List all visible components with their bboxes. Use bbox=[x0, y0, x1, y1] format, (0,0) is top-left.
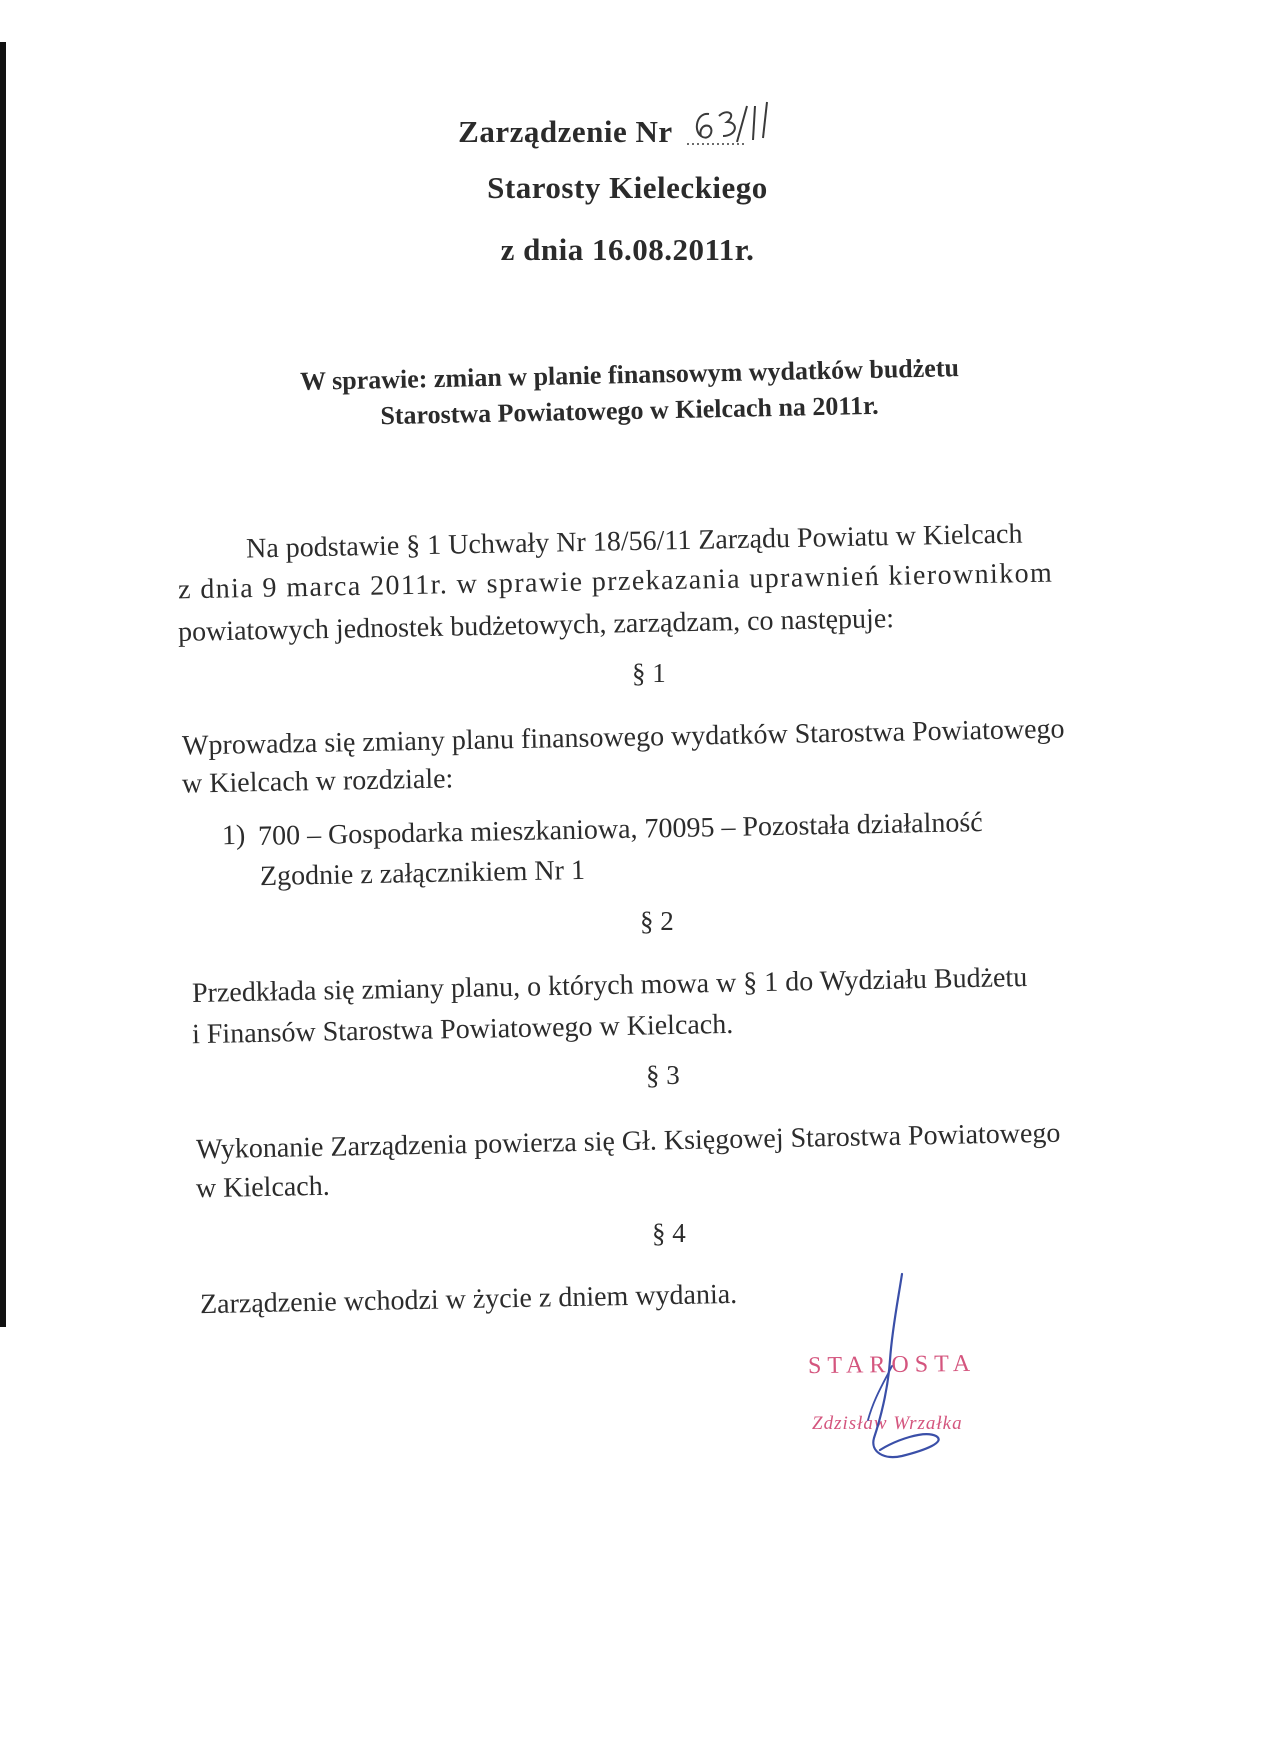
section-1-line-2: w Kielcach w rozdziale: bbox=[181, 763, 454, 800]
section-1-item-note: Zgodnie z załącznikiem Nr 1 bbox=[259, 854, 586, 893]
section-4-line-1: Zarządzenie wchodzi w życie z dniem wydania. bbox=[199, 1278, 738, 1321]
preamble-line-2: z dnia 9 marca 2011r. w sprawie przekazania uprawnień kierownikom bbox=[177, 557, 1054, 606]
section-mark-2: § 2 bbox=[640, 906, 674, 936]
section-1-item-text: 700 – Gospodarka mieszkaniowa, 70095 – Pozostała działalność bbox=[257, 807, 983, 852]
section-mark-3: § 3 bbox=[646, 1060, 680, 1090]
section-3-line-2: w Kielcach. bbox=[195, 1170, 330, 1205]
section-mark-4: § 4 bbox=[652, 1218, 686, 1248]
section-2-line-1: Przedkłada się zmiany planu, o których mowa w § 1 do Wydziału Budżetu bbox=[191, 961, 1028, 1010]
document-date: z dnia 16.08.2011r. bbox=[500, 232, 755, 267]
section-1-line-1: Wprowadza się zmiany planu finansowego wydatków Starostwa Powiatowego bbox=[181, 713, 1065, 762]
section-2-line-2: i Finansów Starostwa Powiatowego w Kielcach. bbox=[191, 1008, 734, 1051]
section-3-line-1: Wykonanie Zarządzenia powierza się Gł. Księgowej Starostwa Powiatowego bbox=[195, 1117, 1061, 1166]
stamp-name: Zdzisław Wrzałka bbox=[812, 1413, 963, 1434]
section-1-item-number: 1) bbox=[221, 819, 246, 852]
subject-line-1: W sprawie: zmian w planie finansowym wydatków budżetu bbox=[299, 353, 960, 396]
title-prefix: Zarządzenie Nr bbox=[458, 114, 673, 149]
signature-icon bbox=[840, 1270, 980, 1470]
preamble-line-3: powiatowych jednostek budżetowych, zarządzam, co następuje: bbox=[177, 603, 895, 648]
subject-line-2: Starostwa Powiatowego w Kielcach na 2011r. bbox=[380, 390, 879, 431]
document-title bbox=[0, 100, 1265, 156]
stamp-title: STAROSTA bbox=[807, 1350, 977, 1380]
document-issuer: Starosty Kieleckiego bbox=[487, 170, 768, 205]
preamble-line-1: Na podstawie § 1 Uchwały Nr 18/56/11 Zarządu Powiatu w Kielcach bbox=[245, 518, 1023, 565]
handwritten-number-icon bbox=[687, 100, 797, 156]
section-mark-1: § 1 bbox=[632, 658, 666, 688]
